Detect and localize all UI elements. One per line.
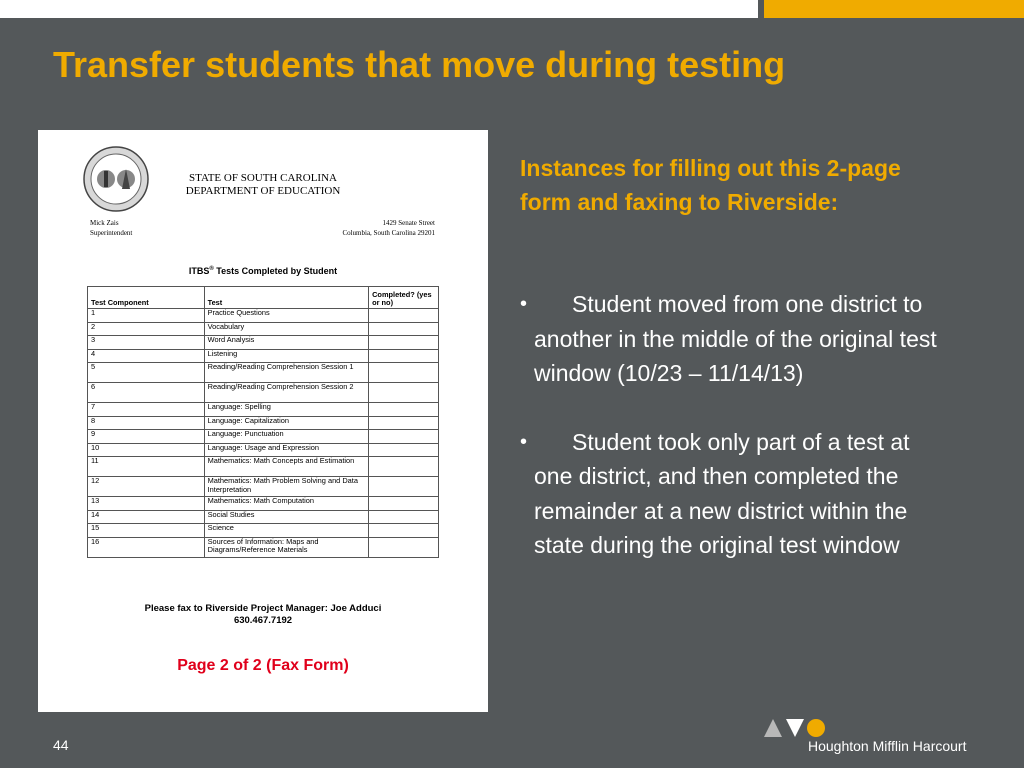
test-cell: Sources of Information: Maps and Diagrams/Reference Materials xyxy=(204,537,368,557)
table-row xyxy=(88,430,439,444)
form-title-prefix: ITBS xyxy=(188,266,210,276)
test-cell: Language: Usage and Expression xyxy=(204,443,368,457)
column-header: Completed? (yes or no) xyxy=(369,287,439,309)
tests-completed-table xyxy=(87,286,439,558)
completed-cell xyxy=(369,336,439,350)
component-cell: 5 xyxy=(88,363,205,383)
component-cell: 2 xyxy=(88,322,205,336)
page-number: 44 xyxy=(53,737,69,753)
slide-title: Transfer students that move during testing xyxy=(53,44,786,85)
fax-form-image xyxy=(38,130,488,712)
address-line-1: 1429 Senate Street xyxy=(382,219,435,227)
completed-cell xyxy=(369,309,439,323)
table-header-row xyxy=(88,287,439,309)
component-cell: 13 xyxy=(88,497,205,511)
table-row xyxy=(88,322,439,336)
completed-cell xyxy=(369,322,439,336)
table-row xyxy=(88,349,439,363)
test-cell: Reading/Reading Comprehension Session 1 xyxy=(204,363,368,383)
fax-number: 630.467.7192 xyxy=(233,615,293,626)
table-row xyxy=(88,309,439,323)
test-cell: Reading/Reading Comprehension Session 2 xyxy=(204,383,368,403)
component-cell: 4 xyxy=(88,349,205,363)
table-row xyxy=(88,363,439,383)
registered-mark: ® xyxy=(209,266,214,272)
bullet-icon: • xyxy=(520,293,528,315)
department-name: DEPARTMENT OF EDUCATION xyxy=(185,185,341,197)
test-cell: Science xyxy=(204,524,368,538)
test-cell: Mathematics: Math Computation xyxy=(204,497,368,511)
completed-cell xyxy=(369,457,439,477)
completed-cell xyxy=(369,510,439,524)
table-row xyxy=(88,524,439,538)
instances-heading: Instances for filling out this 2-page form and faxing to Riverside: xyxy=(520,155,901,215)
column-header: Test Component xyxy=(88,287,205,309)
fax-recipient: Please fax to Riverside Project Manager: Joe Adduci xyxy=(144,603,382,614)
completed-cell xyxy=(369,443,439,457)
completed-cell xyxy=(369,349,439,363)
test-cell: Practice Questions xyxy=(204,309,368,323)
superintendent-block xyxy=(90,218,132,238)
table-row xyxy=(88,403,439,417)
completed-cell xyxy=(369,403,439,417)
state-name: STATE OF SOUTH CAROLINA xyxy=(189,172,337,184)
test-cell: Language: Spelling xyxy=(204,403,368,417)
component-cell: 3 xyxy=(88,336,205,350)
completed-cell xyxy=(369,497,439,511)
column-header: Test xyxy=(204,287,368,309)
table-row xyxy=(88,477,439,497)
bullet-item xyxy=(520,287,940,391)
completed-cell xyxy=(369,477,439,497)
table-row xyxy=(88,497,439,511)
table-row xyxy=(88,443,439,457)
logo-text: Houghton Mifflin Harcourt xyxy=(808,738,967,754)
component-cell: 9 xyxy=(88,430,205,444)
address-line-2: Columbia, South Carolina 29201 xyxy=(342,229,435,237)
page-caption: Page 2 of 2 (Fax Form) xyxy=(177,657,349,674)
hmh-logo xyxy=(764,717,994,757)
test-cell: Vocabulary xyxy=(204,322,368,336)
top-bar-white xyxy=(0,0,758,18)
address-block xyxy=(342,218,435,238)
table-row xyxy=(88,416,439,430)
bullet-text: Student moved from one district to another in the middle of the original test window (10/23 – 11/14/13) xyxy=(534,291,937,386)
component-cell: 16 xyxy=(88,537,205,557)
bullet-icon: • xyxy=(520,430,528,453)
table-row xyxy=(88,336,439,350)
table-row xyxy=(88,457,439,477)
table-row xyxy=(88,510,439,524)
completed-cell xyxy=(369,537,439,557)
completed-cell xyxy=(369,383,439,403)
completed-cell xyxy=(369,416,439,430)
component-cell: 6 xyxy=(88,383,205,403)
completed-cell xyxy=(369,430,439,444)
bullet-item xyxy=(520,425,940,563)
test-cell: Word Analysis xyxy=(204,336,368,350)
completed-cell xyxy=(369,524,439,538)
form-title-suffix: Tests Completed by Student xyxy=(213,266,338,276)
bullet-text: Student took only part of a test at one district, and then completed the remainder at a new district within the state during the original test window xyxy=(534,428,910,558)
fax-instructions xyxy=(38,603,488,627)
completed-cell xyxy=(369,363,439,383)
test-cell: Language: Punctuation xyxy=(204,430,368,444)
test-cell: Language: Capitalization xyxy=(204,416,368,430)
component-cell: 12 xyxy=(88,477,205,497)
form-title xyxy=(38,266,488,276)
superintendent-name: Mick Zais xyxy=(90,219,119,227)
component-cell: 14 xyxy=(88,510,205,524)
top-bar-accent xyxy=(764,0,1024,18)
superintendent-title: Superintendent xyxy=(90,229,133,237)
test-cell: Mathematics: Math Concepts and Estimation xyxy=(204,457,368,477)
test-cell: Listening xyxy=(204,349,368,363)
department-header xyxy=(38,172,488,198)
table-row xyxy=(88,383,439,403)
component-cell: 1 xyxy=(88,309,205,323)
hmh-logo-icon xyxy=(764,717,826,739)
component-cell: 15 xyxy=(88,524,205,538)
test-cell: Social Studies xyxy=(204,510,368,524)
component-cell: 10 xyxy=(88,443,205,457)
test-cell: Mathematics: Math Problem Solving and Data Interpretation xyxy=(204,477,368,497)
component-cell: 7 xyxy=(88,403,205,417)
component-cell: 8 xyxy=(88,416,205,430)
component-cell: 11 xyxy=(88,457,205,477)
bullet-list xyxy=(520,287,940,597)
table-row xyxy=(88,537,439,557)
